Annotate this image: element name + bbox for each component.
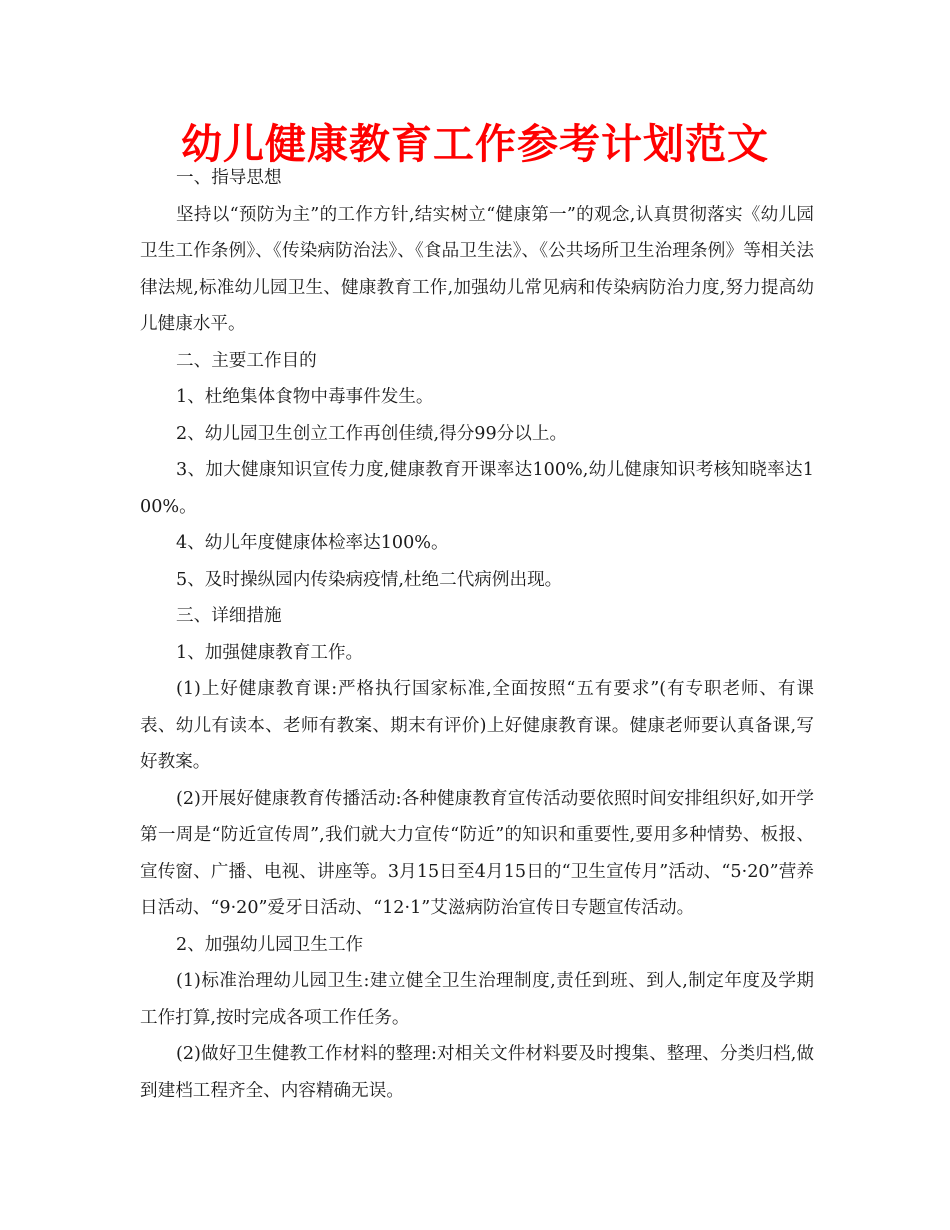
- goal-item-3: 3、加大健康知识宣传力度,健康教育开课率达100%,幼儿健康知识考核知晓率达100%。: [140, 460, 814, 517]
- measure-heading-1: 1、加强健康教育工作。: [176, 642, 364, 663]
- measure-heading-2: 2、加强幼儿园卫生工作: [176, 934, 364, 955]
- goal-item-2: 2、幼儿园卫生创立工作再创佳绩,得分99分以上。: [176, 423, 568, 444]
- section-heading-measures: 三、详细措施: [176, 606, 282, 626]
- measure-item-2-1: (1)标准治理幼儿园卫生:建立健全卫生治理制度,责任到班、到人,制定年度及学期工作打算,按时完成各项工作任务。: [140, 971, 814, 1028]
- measure-item-1-1: (1)上好健康教育课:严格执行国家标准,全面按照“五有要求”(有专职老师、有课表、幼儿有读本、老师有教案、期末有评价)上好健康教育课。健康老师要认真备课,写好教案。: [140, 679, 814, 772]
- paragraph-guiding-ideology: 坚持以“预防为主”的工作方针,结实树立“健康第一”的观念,认真贯彻落实《幼儿园卫生工作条例》、《传染病防治法》、《食品卫生法》、《公共场所卫生治理条例》等相关法律法规,标准幼儿园卫生、健康教育工作,加强幼儿常见病和传染病防治力度,努力提高幼儿健康水平。: [140, 204, 814, 334]
- section-heading-main-goals: 二、主要工作目的: [176, 350, 317, 371]
- measure-item-2-2: (2)做好卫生健教工作材料的整理:对相关文件材料要及时搜集、整理、分类归档,做到建档工程齐全、内容精确无误。: [140, 1044, 814, 1101]
- document-body: [140, 160, 814, 1109]
- document-title: 幼儿健康教育工作参考计划范文: [181, 120, 769, 168]
- goal-item-1: 1、杜绝集体食物中毒事件发生。: [176, 387, 434, 407]
- measure-item-1-2: (2)开展好健康教育传播活动:各种健康教育宣传活动要依照时间安排组织好,如开学第一周是“防近宣传周”,我们就大力宣传“防近”的知识和重要性,要用多种情势、板报、宣传窗、广播、电视、讲座等。3月15日至4月15日的“卫生宣传月”活动、“5·20”营养日活动、“9·20”爱牙日活动、“12·1”艾滋病防治宣传日专题宣传活动。: [140, 788, 814, 918]
- section-heading-guiding-ideology: 一、指导思想: [176, 168, 282, 188]
- goal-item-4: 4、幼儿年度健康体检率达100%。: [176, 533, 449, 553]
- goal-item-5: 5、及时操纵园内传染病疫情,杜绝二代病例出现。: [176, 569, 563, 590]
